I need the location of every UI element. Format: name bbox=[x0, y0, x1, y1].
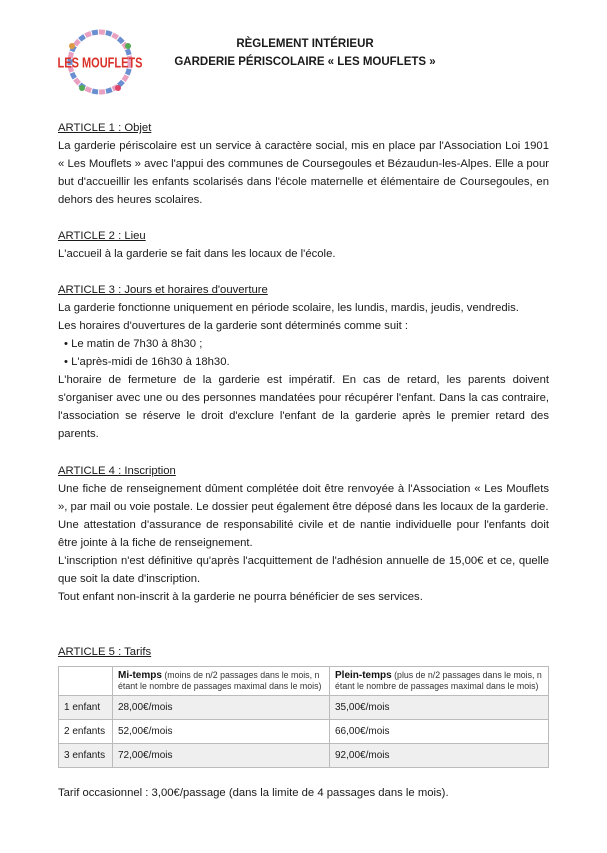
table-row bbox=[59, 744, 549, 768]
article-3-bullet-2: • L'après-midi de 16h30 à 18h30. bbox=[64, 356, 230, 368]
article-3-bullet-1: • Le matin de 7h30 à 8h30 ; bbox=[64, 338, 203, 350]
mi-temps-price: 28,00€/mois bbox=[113, 696, 330, 720]
article-2-text: L'accueil à la garderie se fait dans les locaux de l'école. bbox=[58, 248, 336, 260]
mi-temps-price: 52,00€/mois bbox=[113, 720, 330, 744]
article-2-heading: ARTICLE 2 : Lieu bbox=[58, 230, 146, 242]
article-5 bbox=[58, 643, 549, 661]
article-4-heading: ARTICLE 4 : Inscription bbox=[58, 465, 176, 477]
article-4-p4: Tout enfant non-inscrit à la garderie ne pourra bénéficier de ses services. bbox=[58, 591, 423, 603]
article-4 bbox=[58, 462, 549, 606]
article-3-p2: Les horaires d'ouvertures de la garderie sont déterminés comme suit : bbox=[58, 320, 409, 332]
article-1-heading: ARTICLE 1 : Objet bbox=[58, 122, 152, 134]
table-row bbox=[59, 696, 549, 720]
article-3 bbox=[58, 281, 549, 443]
plein-temps-price: 92,00€/mois bbox=[330, 744, 549, 768]
row-label: 2 enfants bbox=[59, 720, 113, 744]
article-2 bbox=[58, 227, 549, 263]
article-1 bbox=[58, 119, 549, 209]
header-mi-temps bbox=[113, 667, 330, 696]
article-3-p1: La garderie fonctionne uniquement en période scolaire, les lundis, mardis, jeudis, vendredis. bbox=[58, 302, 519, 314]
table-header-row bbox=[59, 667, 549, 696]
article-4-p2: Une attestation d'assurance de responsabilité civile et de nantie individuelle pour l'enfants doit être jointe à la fiche de renseignement. bbox=[58, 519, 549, 549]
article-5-heading: ARTICLE 5 : Tarifs bbox=[58, 646, 152, 658]
article-1-text: La garderie périscolaire est un service à caractère social, mis en place par l'Association Loi 1901 « Les Mouflets » avec l'appui des communes de Coursegoules et Bézaudun-les-Alpes. Elle a pour but d'accueillir les enfants scolarisés dans l'école maternelle et élémentaire de Coursegoules, en dehors des heures scolaires. bbox=[58, 140, 549, 206]
article-3-p3: L'horaire de fermeture de la garderie est impératif. En cas de retard, les parents doivent s'organiser avec une ou des personnes mandatées pour récupérer l'enfant. Dans la cas contraire, l'association se réserve le droit d'exclure l'enfant de la garderie après le premier retard des parents. bbox=[58, 374, 549, 440]
title-line-2: GARDERIE PÉRISCOLAIRE « LES MOUFLETS » bbox=[174, 56, 436, 68]
article-3-heading: ARTICLE 3 : Jours et horaires d'ouverture bbox=[58, 284, 268, 296]
plein-temps-price: 35,00€/mois bbox=[330, 696, 549, 720]
article-4-p3: L'inscription n'est définitive qu'après l'acquittement de l'adhésion annuelle de 15,00€ et ce, quelle que soit la date d'inscription. bbox=[58, 555, 549, 585]
title-line-1: RÈGLEMENT INTÉRIEUR bbox=[236, 38, 374, 50]
les-mouflets-logo bbox=[57, 26, 143, 98]
plein-temps-title: Plein-temps bbox=[335, 670, 392, 681]
tarif-occasionnel-text: Tarif occasionnel : 3,00€/passage (dans la limite de 4 passages dans le mois). bbox=[58, 787, 449, 799]
mi-temps-note: (moins de n/2 passages dans le mois, n étant le nombre de passages maximal dans le mois) bbox=[118, 670, 322, 691]
tarif-occasionnel bbox=[58, 784, 549, 802]
plein-temps-price: 66,00€/mois bbox=[330, 720, 549, 744]
mi-temps-price: 72,00€/mois bbox=[113, 744, 330, 768]
row-label: 3 enfants bbox=[59, 744, 113, 768]
table-row bbox=[59, 720, 549, 744]
plein-temps-note: (plus de n/2 passages dans le mois, n étant le nombre de passages maximal dans le mois) bbox=[335, 670, 542, 691]
header-plein-temps bbox=[330, 667, 549, 696]
mi-temps-title: Mi-temps bbox=[118, 670, 162, 681]
row-label: 1 enfant bbox=[59, 696, 113, 720]
empty-header-cell bbox=[59, 667, 113, 696]
tarifs-table bbox=[58, 666, 549, 768]
article-4-p1: Une fiche de renseignement dûment complétée doit être renvoyée à l'Association « Les Mouflets », par mail ou voie postale. Le dossier peut également être déposé dans les locaux de la garderie. bbox=[58, 483, 549, 513]
svg-text:LES MOUFLETS: LES MOUFLETS bbox=[57, 54, 143, 71]
